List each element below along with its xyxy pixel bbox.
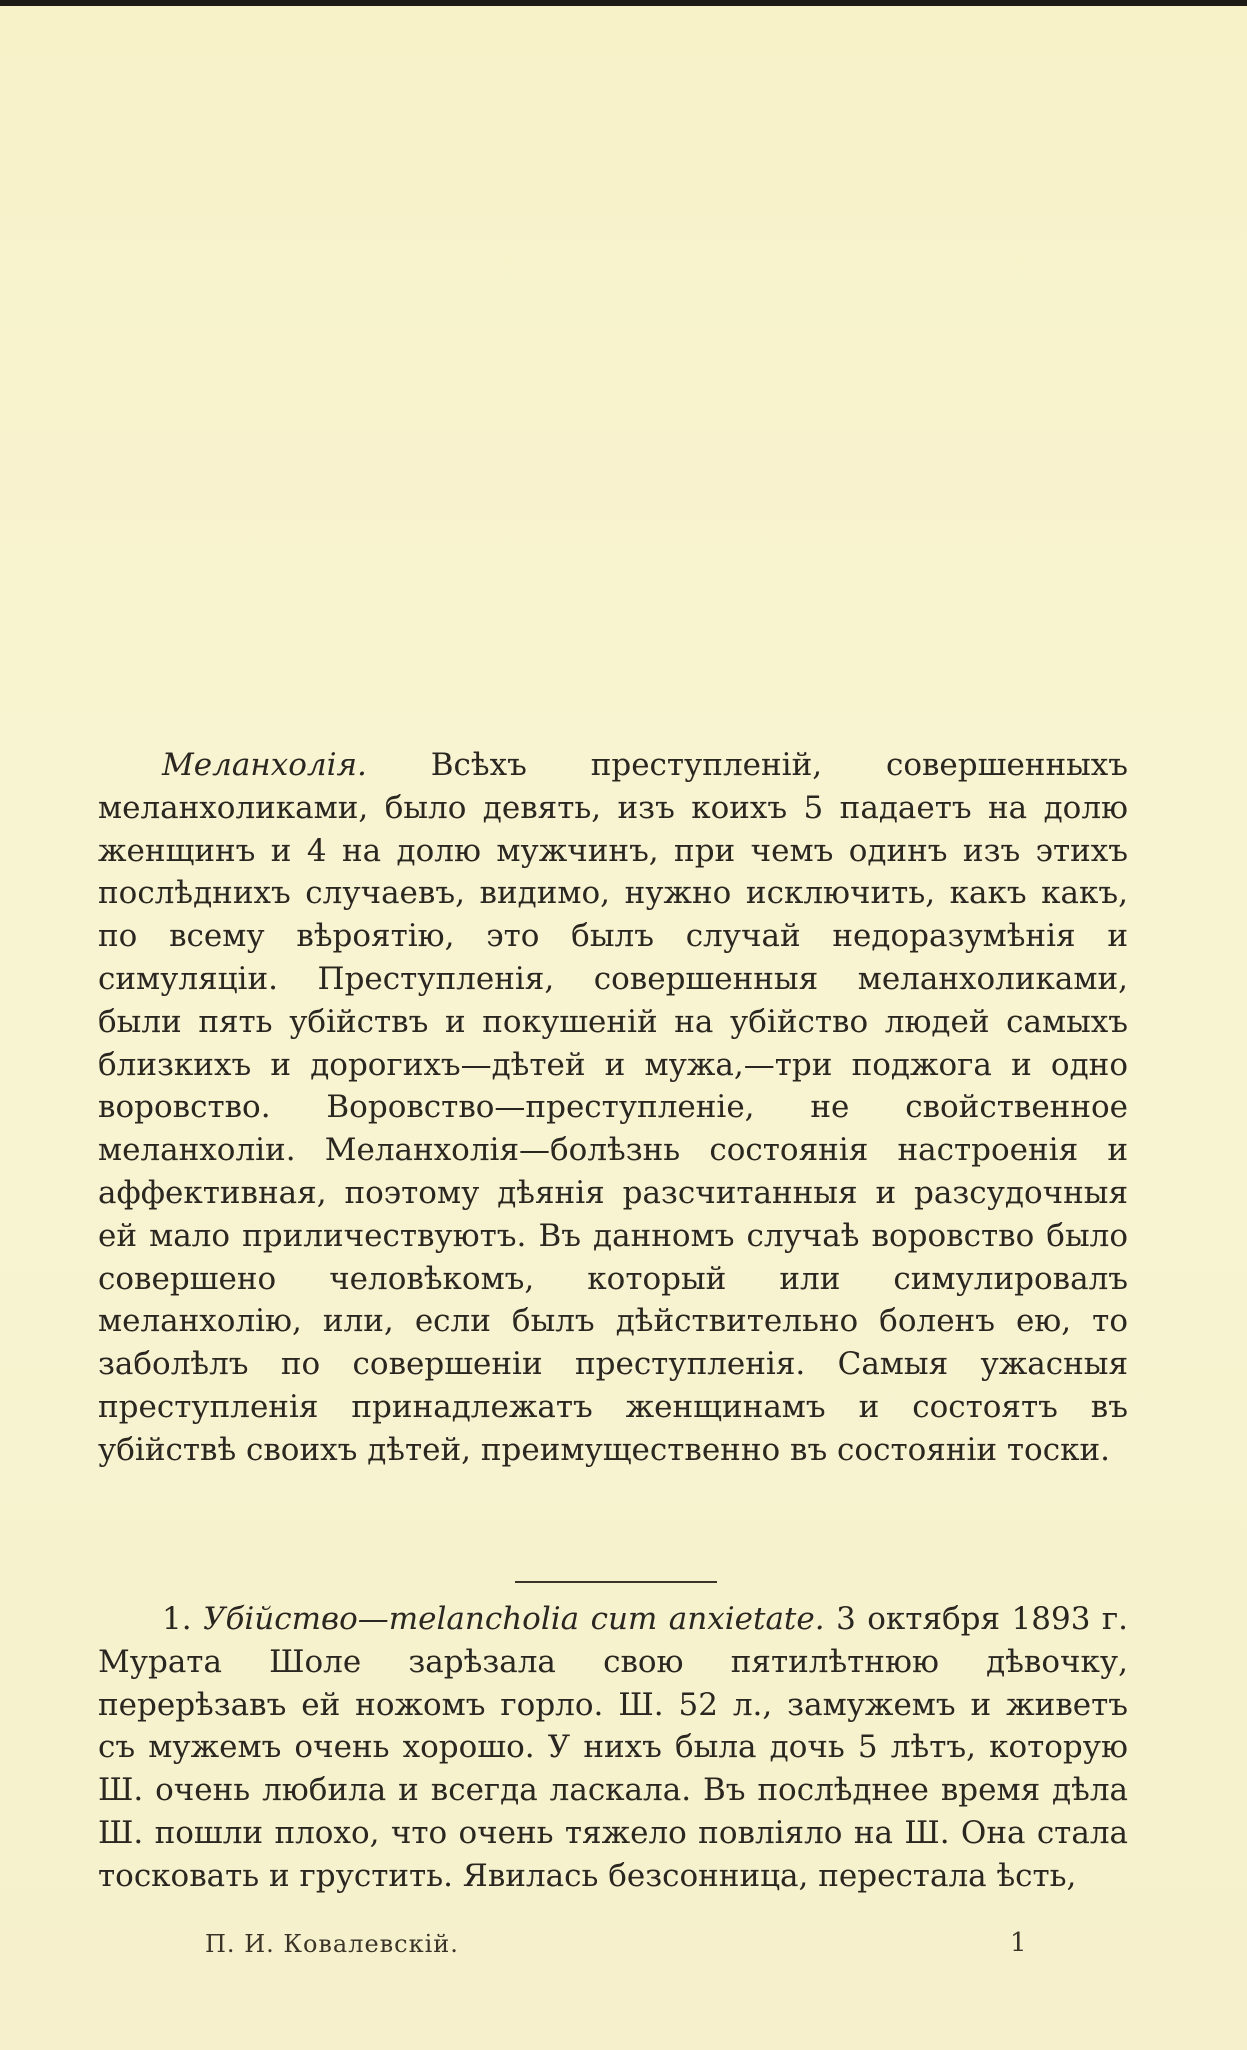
page-number: 1 <box>1010 1928 1027 1958</box>
section-divider <box>515 1581 717 1583</box>
case-text: 3 октября 1893 г. Мурата Шоле зарѣзала свою пятилѣтнюю дѣвочку, перерѣзавъ ей ножомъ горло. Ш. 52 л., замужемъ и живетъ съ мужемъ очень хорошо. У нихъ была дочь 5 лѣтъ, которую Ш. очень любила и всегда ласкала. Въ послѣднее время дѣла Ш. пошли плохо, что очень тяжело повліяло на Ш. Она стала тосковать и грустить. Явилась безсонница, перестала ѣсть, <box>98 1601 1129 1894</box>
scan-top-edge <box>0 0 1247 6</box>
paragraph-text: Всѣхъ преступленій, совершенныхъ меланхоликами, было девять, изъ коихъ 5 падаетъ на долю женщинъ и 4 на долю мужчинъ, при чемъ одинъ изъ этихъ послѣднихъ случаевъ, видимо, нужно исключить, какъ какъ, по всему вѣроятію, это былъ случай недоразумѣнія и симуляціи. Преступленія, совершенныя меланхоликами, были пять убійствъ и покушеній на убійство людей самыхъ близкихъ и дорогихъ—дѣтей и мужа,—три поджога и одно воровство. Воровство—преступленіе, не свойственное меланхоліи. Меланхолія—болѣзнь состоянія настроенія и аффективная, поэтому дѣянія разсчитанныя и разсудочныя ей мало приличествуютъ. Въ данномъ случаѣ воровство было совершено человѣкомъ, который или симулировалъ меланхолію, или, если былъ дѣйствительно боленъ ею, то заболѣлъ по совершеніи преступленія. Самыя ужасныя преступленія принадлежатъ женщинамъ и состоятъ въ убійствѣ своихъ дѣтей, преимущественно въ состояніи тоски. <box>98 747 1128 1468</box>
paragraph-lead: Меланхолія. <box>162 747 367 783</box>
paragraph-case-1 <box>98 1598 1128 1898</box>
paragraph-melancholia <box>98 744 1128 1472</box>
footer-author: П. И. Ковалевскій. <box>205 1930 459 1958</box>
case-number: 1. <box>162 1601 192 1637</box>
case-title: Убійство—melancholia cum anxietate. <box>203 1601 825 1637</box>
